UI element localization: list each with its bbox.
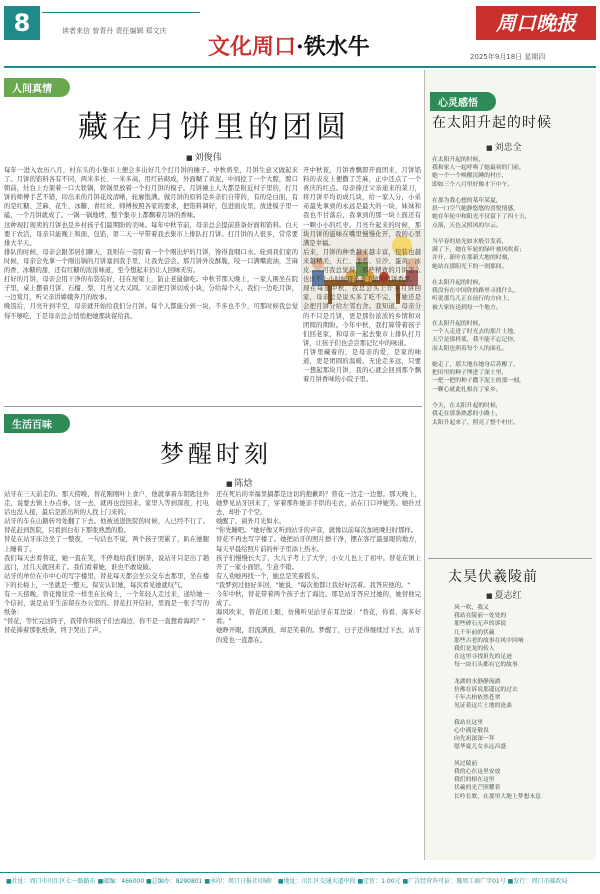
- article1-title: 藏在月饼里的团圆: [78, 110, 350, 145]
- footer-text: ■社址：周口市川汇区七一路路东 ■邮编：466000 ■总编办：8290801 ■承印：周口日报社印刷厂 ■地址：川汇区交通大道中段 ■定价：1.00元 ■广告经营许可证：豫周工商广字01号 ■发行：周口市邮政局: [6, 878, 568, 885]
- poem1-text: 在太阳升起的时候， 我和家人一起呼唤了她最初的门前， 她一个一个唤醒沉睡的村庄， 即如三个八月里好像才下中午。 在那为我心想的某年某夏， 晨一口空气她静悠悠的喜悦情感， 她在年轮中和阳光不仅留下了四十五， 点落，天色又照风的尔云。 当早春的晨光如水般引发着， 满了下，她在年轮的绿叶被风吹着； 并开，新叶在那新大地的时刻， 她站在那阳光下的一刹那间。 在太阳升起的时候， 我没有在中国你的路里寻找什么， 听说那鸟儿正在前行的方向上， 被大家传送到每一个地方。 在太阳升起的时候， 一个人走进了时光去的那片土地， 天空是那样蓝，我不能不忘记你， 而太阳也照着每个人的面孔。 她走了，那大地在她身后苏醒了， 把田里的种子埋进了深土里， 一把一把的种子撒下泥土的那一刻， 一颗心就此扎根在了家乡。 今天，在太阳升起的时候， 我走在那条熟悉的小路上， 太阳升起来了，照亮了整个村庄。: [432, 157, 531, 426]
- poem1-tag: 心灵感悟: [430, 92, 496, 111]
- newspaper-logo: 周口晚报: [476, 6, 596, 40]
- poem2-title: 太昊伏羲陵前: [448, 569, 538, 585]
- article2-author: ■ 陈焓: [226, 476, 253, 489]
- section-title-sep: ·: [296, 34, 304, 60]
- article1-column-1: 每年一进入农历八月，村东头的小集市上便会多出好几个打月饼的摊子。中秋将至，月饼生意又做起来了。月饼的馅料各有不同，两米多长、一米多高，用红砖砌成，外面糊了黄泥，中间挖了一个大膛，膛口朝前，灶台上方架着一口大铁锅，铁锅里放着一个打月饼的模子。月饼摊主人大都是附近村子里的，打月饼的师傅手艺不错，印出来的月饼花纹清晰，轮廓饱满。做月饼的原料是乡亲们自带的，有的是白面，有的是红糖、芝麻、花生、冰糖、青红丝，师傅按照各家的要求，把馅料调好，包进面皮里，放进模子里一磕，一个月饼就成了。一锅一锅地烤，整个集市上都飘着月饼的香味。 这种现打现卖的月饼也是乡村孩子们最期盼的美味。每年中秋节前，母亲总会提前准备好面和馅料。白天要干农活，母亲只能晚上和面、包馅，第二天一早带着我去集市上排队打月饼。打月饼的人很多，常常要排大半天。 排队的时候，母亲会跟邻居们聊天，我则在一旁盯着一个个刚出炉的月饼，馋得直咽口水。轮到我们家的时候，母亲会先拿一个刚出锅的月饼塞到我手里，让我先尝尝。那月饼外皮酥脆，咬一口满嘴流油，芝麻的香、冰糖的甜，还有红糖的浓浓味道，至今想起来仍让人回味无穷。 打好的月饼，母亲会用干净的布袋装好，挂在屋梁上，防止老鼠偷吃。中秋节那天晚上，一家人围坐在院子里，桌上摆着月饼、石榴、梨，月亮又大又圆。父亲把月饼切成小块，分给每个人，我们一边吃月饼，一边赏月，听父亲讲嫦娥奔月的故事。 晚饭后，月亮升到半空，母亲就开始给我们分月饼。每个人都能分到一块，不多也不少，可那时候我总觉得不够吃，于是母亲总会悄悄把她那块留给我。: [4, 167, 298, 320]
- article2-tag: 生活百味: [4, 414, 70, 433]
- article1-tag: 人间真情: [4, 78, 70, 97]
- article2-title: 梦醒时刻: [160, 440, 272, 468]
- article2-column-2: 还在死后的幸福里搞都是这切的抱歉吗？替花一边走一边想。那天晚上，她梦见站牙回来了，穿着那件她亲手织的毛衣，站在门口冲她笑。她扑过去，却扑了个空。 她醒了，窗外月光如水。 "你先睡吧。"她好像又听到站牙的声音，就像以前每次加班晚归时那样。 替花不再去写字楼了。她把站牙的照片擦干净，摆在客厅最显眼的地方，每天早晨给照片前的杯子里添上热水。 孩子们慢慢长大了，大儿子考上了大学，小女儿也上了初中。替花在镇上开了一家小面馆，生意不错。 有人劝她再找一个，她总是笑着摇头。 "我梦到过他好多回，"她说，"每次他都让我好好活着。我答应他的。" 今年中秋，替花带着两个孩子去了海边。那是站牙答应过她的，她替他完成了。 海风吹来，替花闭上眼，仿佛听见站牙在耳边说："替花，你看，海多好看。" 她睁开眼，泪流满面，却是笑着的。梦醒了，日子还得继续过下去，站牙的爱也一直都在。: [216, 491, 421, 644]
- poem2-author: ■ 夏志红: [486, 588, 522, 601]
- header-credits: 读者来信 曾青丹 责任编辑 郑文庆: [62, 27, 167, 35]
- poem1-title: 在太阳升起的时候: [432, 115, 552, 131]
- header-divider: [42, 12, 200, 13]
- section-title-sub: 铁水牛: [303, 34, 370, 60]
- issue-date: 2025年9月18日 星期四: [470, 53, 546, 61]
- article1-column-2: 开中秋夜，月饼香飘即开面团来，月饼馅料的表皮上便撒了芝麻，正中还点了一个喜庆的红点。母亲捧过父亲递来的菜刀，将月饼平均切成几块，给一家人分，小弟弟最先拿到的永远是最大的一块，妹妹和我也不甘落后，我拿到的那一块上面还有一颗小小的红枣。月亮升起来的时候，那块月饼的滋味在嘴里慢慢化开，我的心里满是幸福。 后来，月饼的种类越来越丰富，包装也越来越精美，五仁、莲蓉、豆沙、蛋黄、冰皮……可我总觉得，那些精致的月饼怎么也比不上小时候母亲亲手做的月饼香甜。 现在每逢中秋，我总会买上许多月饼回家，母亲总是说买多了吃不完，可她还是会把月饼分给左邻右舍。我知道，母亲分的不只是月饼，更是那份浓浓的乡情和对团圆的期盼。今年中秋，我打算带着孩子们回老家，和母亲一起去集市上排队打月饼，让孩子们也尝尝那记忆中的味道。 月饼里藏着的，是母亲的爱，是家的味道，更是团圆的温暖。无论走多远，只要一想起那块月饼，我的心就会回到那个飘着月饼香味的小院子里。: [303, 167, 421, 384]
- section-title: [208, 30, 370, 61]
- header-rule: [4, 66, 596, 68]
- page-number: 8: [4, 6, 40, 40]
- article1-author: ■ 刘俊伟: [186, 150, 222, 163]
- poem1-author: ■ 刘忠全: [486, 140, 522, 153]
- section-title-main: 文化周口: [208, 34, 297, 60]
- poem-divider: [428, 558, 592, 559]
- article2-column-1: 站牙在三天前走的。那天傍晚，替花刚刚叶上食户，他就拿着车钥匙往外走，说要去镇上办点事。这一去，就再也没回来。家里人等到深夜，打电话也没人接，最后是派出所的人找上门来的。 站牙的车在山路转弯处翻了下去。他被送进医院的时候，人已经不行了。替花赶到医院，只看到白布下那张熟悉的脸。 替花在站牙床边坐了一整夜，一句话也不说，两个孩子哭累了，趴在她腿上睡着了。 我们每天去看替花，她一直在笑，不停地给我们倒茶，说站牙只是出了趟远门，过几天就回来了。我们看着她，谁也不敢说破。 站牙的单位在市中心的写字楼里，替花每天都会坐公交车去那里，坐在楼下的长椅上，一坐就是一整天。保安认识她，每次看见她就叹气。 有一天傍晚，替花像往常一样坐在长椅上，一个年轻人走过来，递给她一个信封，说是站牙生前留在办公室的。替花打开信封，里面是一张手写的纸条： "替花，等忙完这阵子，我带你和孩子们去海边，你不是一直想看海吗？" 替花捧着那张纸条，终于哭出了声。: [4, 491, 209, 635]
- poem2-text: 风一吹，我又 我站在陵前一处处的 那些碑石无声的诉说 几千年前的伏羲 那些古老的故事在风中回响 我们是龙的传人 在这里寻找祖先的足迹 每一块石头都有它的故事 龙湖的水静静流淌 仿佛在诉说那遥远的过去 千年古柏依然苍翠 见证着这片土地的沧桑 我站在这里 心中满是敬畏 向先祖深深一拜 愿华夏儿女永远昌盛 风过陵前 我的心在这里安放 我们的根在这里 伏羲的光芒照耀着 长吟长歌，在那里大地上梦想未息: [454, 605, 541, 800]
- article-divider: [4, 406, 422, 407]
